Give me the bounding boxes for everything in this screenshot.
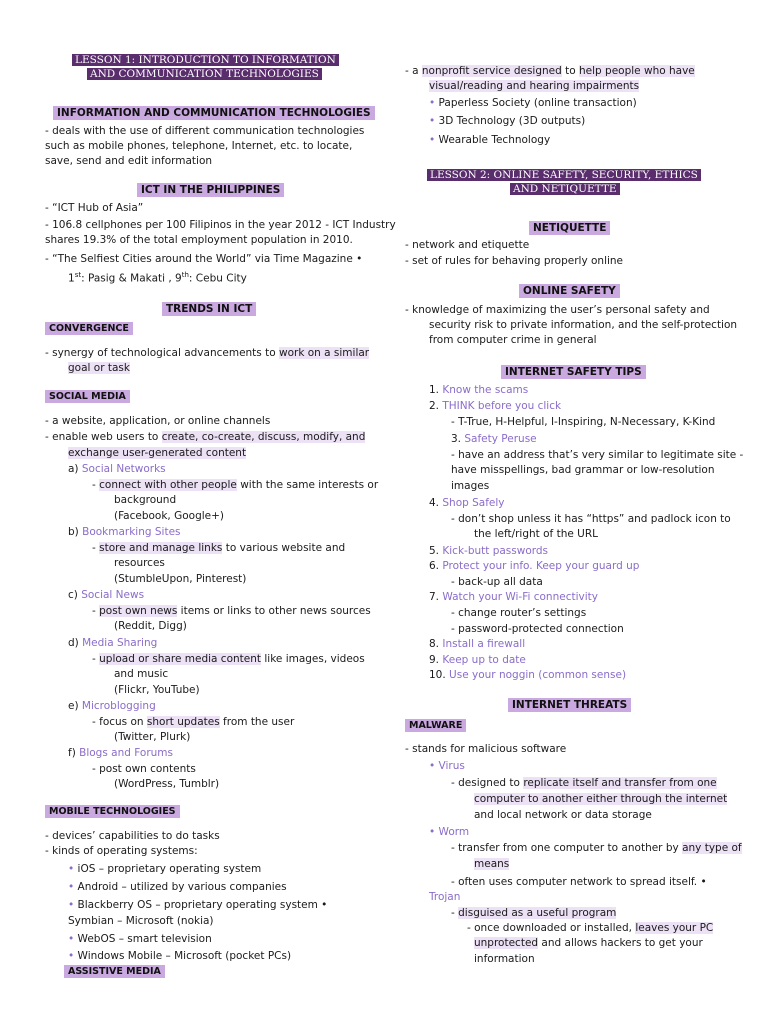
worm-desc-1: - transfer from one computer to another by any type of [451, 842, 742, 854]
ph-line-3: shares 19.3% of the total employment population in 2010. [45, 234, 353, 246]
tip-8: 8. Install a firewall [429, 638, 526, 650]
trend-paperless: • Paperless Society (online transaction) [429, 97, 637, 109]
tip-6-desc: - back-up all data [451, 576, 543, 588]
microblogging-desc-1: - focus on short updates from the user [92, 716, 295, 728]
tip-7: 7. Watch your Wi-Fi connectivity [429, 591, 598, 603]
internet-safety-tips-heading: INTERNET SAFETY TIPS [501, 365, 646, 379]
virus-desc-2: computer to another either through the internet [474, 793, 728, 805]
media-sharing-desc-1: - upload or share media content like images, videos [92, 653, 365, 665]
trojan-desc-4: information [474, 953, 535, 965]
bookmarking-desc-1: - store and manage links to various website and [92, 542, 346, 554]
media-sharing-examples: (Flickr, YouTube) [114, 684, 200, 696]
blogs-forums-desc-1: - post own contents [92, 763, 196, 775]
social-networks-desc-2: background [114, 494, 177, 506]
mobile-tech-heading: MOBILE TECHNOLOGIES [45, 804, 180, 819]
worm-item: • Worm [429, 826, 470, 838]
social-news-examples: (Reddit, Digg) [114, 620, 187, 632]
convergence-line-1: - synergy of technological advancements to work on a similar [45, 347, 370, 359]
ict-heading: INFORMATION AND COMMUNICATION TECHNOLOGIES [53, 106, 375, 120]
tip-4-desc-2: the left/right of the URL [474, 528, 598, 540]
internet-threats-heading: INTERNET THREATS [508, 698, 631, 712]
tip-6: 6. Protect your info. Keep your guard up [429, 560, 640, 572]
online-safety-heading: ONLINE SAFETY [519, 284, 620, 298]
tip-7-desc-1: - change router’s settings [451, 607, 587, 619]
os-ios: • iOS – proprietary operating system [68, 863, 262, 875]
os-symbian: Symbian – Microsoft (nokia) [68, 915, 214, 927]
virus-item: • Virus [429, 760, 465, 772]
ph-heading: ICT IN THE PHILIPPINES [137, 183, 284, 197]
tip-4-desc-1: - don’t shop unless it has “https” and padlock icon to [451, 513, 731, 525]
social-news-desc-1: - post own news items or links to other news sources [92, 605, 371, 617]
convergence-line-2: goal or task [68, 362, 130, 374]
mobile-tech-line-2: - kinds of operating systems: [45, 845, 198, 857]
virus-desc-1: - designed to replicate itself and transfer from one [451, 777, 717, 789]
lesson2-title-line1: LESSON 2: ONLINE SAFETY, SECURITY, ETHICS [427, 168, 701, 182]
tip-10: 10. Use your noggin (common sense) [429, 669, 627, 681]
tip-2: 2. THINK before you click [429, 400, 562, 412]
lesson1-title-line1: LESSON 1: INTRODUCTION TO INFORMATION [72, 53, 339, 67]
assistive-media-heading: ASSISTIVE MEDIA [64, 964, 165, 979]
tip-4: 4. Shop Safely [429, 497, 505, 509]
lesson1-title-line2: AND COMMUNICATION TECHNOLOGIES [87, 67, 322, 81]
worm-desc-2: means [474, 858, 510, 870]
trojan-desc-1: - disguised as a useful program [451, 907, 617, 919]
trojan-desc-2: - once downloaded or installed, leaves your PC [467, 922, 714, 934]
assistive-media-line-2: visual/reading and hearing impairments [429, 80, 640, 92]
blogs-forums-item: f) Blogs and Forums [68, 747, 174, 759]
netiquette-line-2: - set of rules for behaving properly online [405, 255, 624, 267]
ph-line-5: 1st: Pasig & Makati , 9th: Cebu City [68, 271, 247, 285]
social-media-line-2: - enable web users to create, co-create, discuss, modify, and [45, 431, 366, 443]
tip-5: 5. Kick-butt passwords [429, 545, 549, 557]
os-blackberry: • Blackberry OS – proprietary operating system • [68, 899, 328, 911]
online-safety-line-1: - knowledge of maximizing the user’s personal safety and [405, 304, 710, 316]
assistive-media-line-1: - a nonprofit service designed to help people who have [405, 65, 695, 77]
ph-line-2: - 106.8 cellphones per 100 Filipinos in the year 2012 - ICT Industry [45, 219, 396, 231]
social-media-line-3: exchange user-generated content [68, 447, 247, 459]
social-networks-item: a) Social Networks [68, 463, 166, 475]
worm-desc-3: - often uses computer network to spread itself. • [451, 876, 707, 888]
microblogging-item: e) Microblogging [68, 700, 156, 712]
trojan-item: Trojan [429, 891, 461, 903]
ph-line-4: - “The Selfiest Cities around the World” via Time Magazine • [45, 253, 363, 265]
ict-desc-2: such as mobile phones, telephone, Internet, etc. to locate, [45, 140, 353, 152]
media-sharing-desc-2: and music [114, 668, 169, 680]
malware-line-1: - stands for malicious software [405, 743, 567, 755]
malware-heading: MALWARE [405, 718, 466, 733]
os-android: • Android – utilized by various companies [68, 881, 287, 893]
tip-1: 1. Know the scams [429, 384, 529, 396]
netiquette-line-1: - network and etiquette [405, 239, 530, 251]
bookmarking-item: b) Bookmarking Sites [68, 526, 181, 538]
social-news-item: c) Social News [68, 589, 145, 601]
lesson2-title-line2: AND NETIQUETTE [510, 182, 620, 196]
mobile-tech-line-1: - devices’ capabilities to do tasks [45, 830, 220, 842]
virus-desc-3: and local network or data storage [474, 809, 652, 821]
tip-3-desc-1: - have an address that’s very similar to legitimate site - [451, 449, 744, 461]
social-media-line-1: - a website, application, or online channels [45, 415, 271, 427]
tip-2-desc: - T-True, H-Helpful, I-Inspiring, N-Necessary, K-Kind [451, 416, 716, 428]
bookmarking-examples: (StumbleUpon, Pinterest) [114, 573, 247, 585]
trojan-desc-3: unprotected and allows hackers to get your [474, 937, 703, 949]
media-sharing-item: d) Media Sharing [68, 637, 158, 649]
tip-3-desc-2: have misspellings, bad grammar or low-resolution [451, 464, 715, 476]
trends-heading: TRENDS IN ICT [162, 302, 256, 316]
blogs-forums-examples: (WordPress, Tumblr) [114, 778, 220, 790]
tip-3: 3. Safety Peruse [451, 433, 537, 445]
ict-desc-1: - deals with the use of different communication technologies [45, 125, 365, 137]
social-networks-examples: (Facebook, Google+) [114, 510, 225, 522]
convergence-heading: CONVERGENCE [45, 321, 133, 336]
os-windows-mobile: • Windows Mobile – Microsoft (pocket PCs) [68, 950, 292, 962]
tip-7-desc-2: - password-protected connection [451, 623, 624, 635]
ict-desc-3: save, send and edit information [45, 155, 213, 167]
netiquette-heading: NETIQUETTE [529, 221, 610, 235]
social-media-heading: SOCIAL MEDIA [45, 389, 130, 404]
online-safety-line-3: from computer crime in general [429, 334, 597, 346]
bookmarking-desc-2: resources [114, 557, 165, 569]
os-webos: • WebOS – smart television [68, 933, 212, 945]
tip-9: 9. Keep up to date [429, 654, 526, 666]
online-safety-line-2: security risk to private information, and the self-protection [429, 319, 738, 331]
trend-wearable: • Wearable Technology [429, 134, 551, 146]
trend-3d: • 3D Technology (3D outputs) [429, 115, 586, 127]
ph-line-1: - “ICT Hub of Asia” [45, 202, 144, 214]
tip-3-desc-3: images [451, 480, 490, 492]
microblogging-examples: (Twitter, Plurk) [114, 731, 191, 743]
social-networks-desc-1: - connect with other people with the same interests or [92, 479, 379, 491]
